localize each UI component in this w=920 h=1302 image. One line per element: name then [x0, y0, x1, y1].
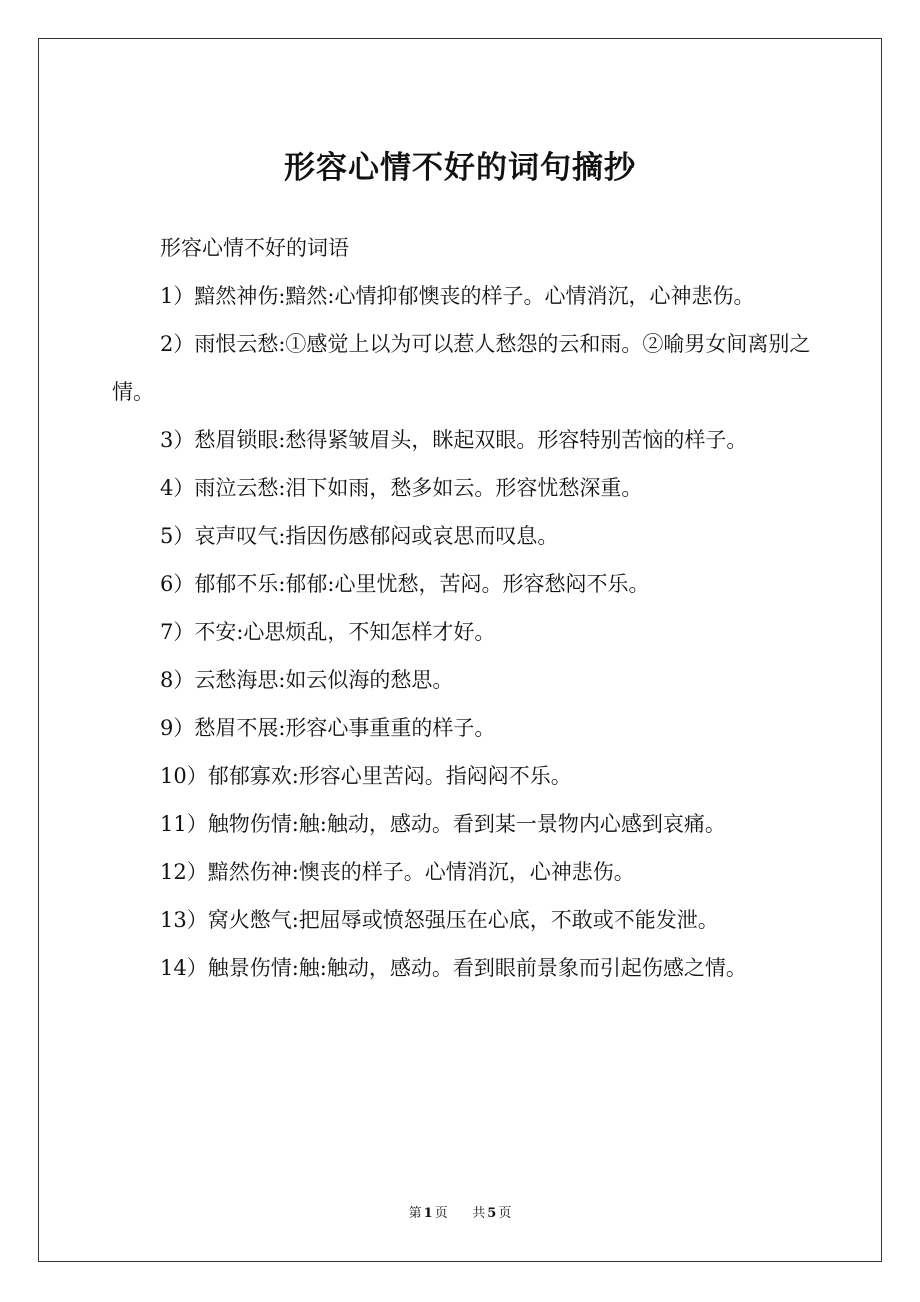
- paragraph-item: 3）愁眉锁眼:愁得紧皱眉头，眯起双眼。形容特别苦恼的样子。: [160, 428, 748, 452]
- document-title: 形容心情不好的词句摘抄: [284, 150, 636, 186]
- paragraph-item: 7）不安:心思烦乱，不知怎样才好。: [160, 620, 496, 644]
- total-label-suffix: 页: [498, 1206, 512, 1221]
- paragraph-item: 1）黯然神伤:黯然:心情抑郁懊丧的样子。心情消沉，心神悲伤。: [160, 284, 755, 308]
- paragraph-item: 4）雨泣云愁:泪下如雨，愁多如云。形容忧愁深重。: [160, 476, 643, 500]
- document-body: [112, 224, 824, 992]
- total-page-number: 5: [487, 1206, 497, 1221]
- total-pages-indicator: [470, 1206, 513, 1221]
- paragraph-item: 11）触物伤情:触:触动，感动。看到某一景物内心感到哀痛。: [160, 812, 726, 836]
- paragraph-heading: 形容心情不好的词语: [160, 236, 349, 260]
- current-page-number: 1: [423, 1206, 433, 1221]
- total-label-prefix: 共: [472, 1206, 486, 1221]
- paragraph-item: 10）郁郁寡欢:形容心里苦闷。指闷闷不乐。: [160, 764, 572, 788]
- paragraph-item: 6）郁郁不乐:郁郁:心里忧愁，苦闷。形容愁闷不乐。: [160, 572, 650, 596]
- paragraph-item: 5）哀声叹气:指因伤感郁闷或哀思而叹息。: [160, 524, 559, 548]
- page-label-prefix: 第: [408, 1206, 422, 1221]
- paragraph-item: 13）窝火憋气:把屈辱或愤怒强压在心底，不敢或不能发泄。: [160, 908, 719, 932]
- paragraph-item: 9）愁眉不展:形容心事重重的样子。: [160, 716, 496, 740]
- page-indicator: [407, 1206, 450, 1221]
- paragraph-item: 8）云愁海思:如云似海的愁思。: [160, 668, 454, 692]
- page-footer: [0, 1204, 920, 1224]
- page-label-suffix: 页: [434, 1206, 448, 1221]
- paragraph-item: 12）黯然伤神:懊丧的样子。心情消沉，心神悲伤。: [160, 860, 635, 884]
- paragraph-item: 2）雨恨云愁:①感觉上以为可以惹人愁怨的云和雨。②喻男女间离别之情。: [112, 332, 811, 404]
- paragraph-item: 14）触景伤情:触:触动，感动。看到眼前景象而引起伤感之情。: [160, 956, 747, 980]
